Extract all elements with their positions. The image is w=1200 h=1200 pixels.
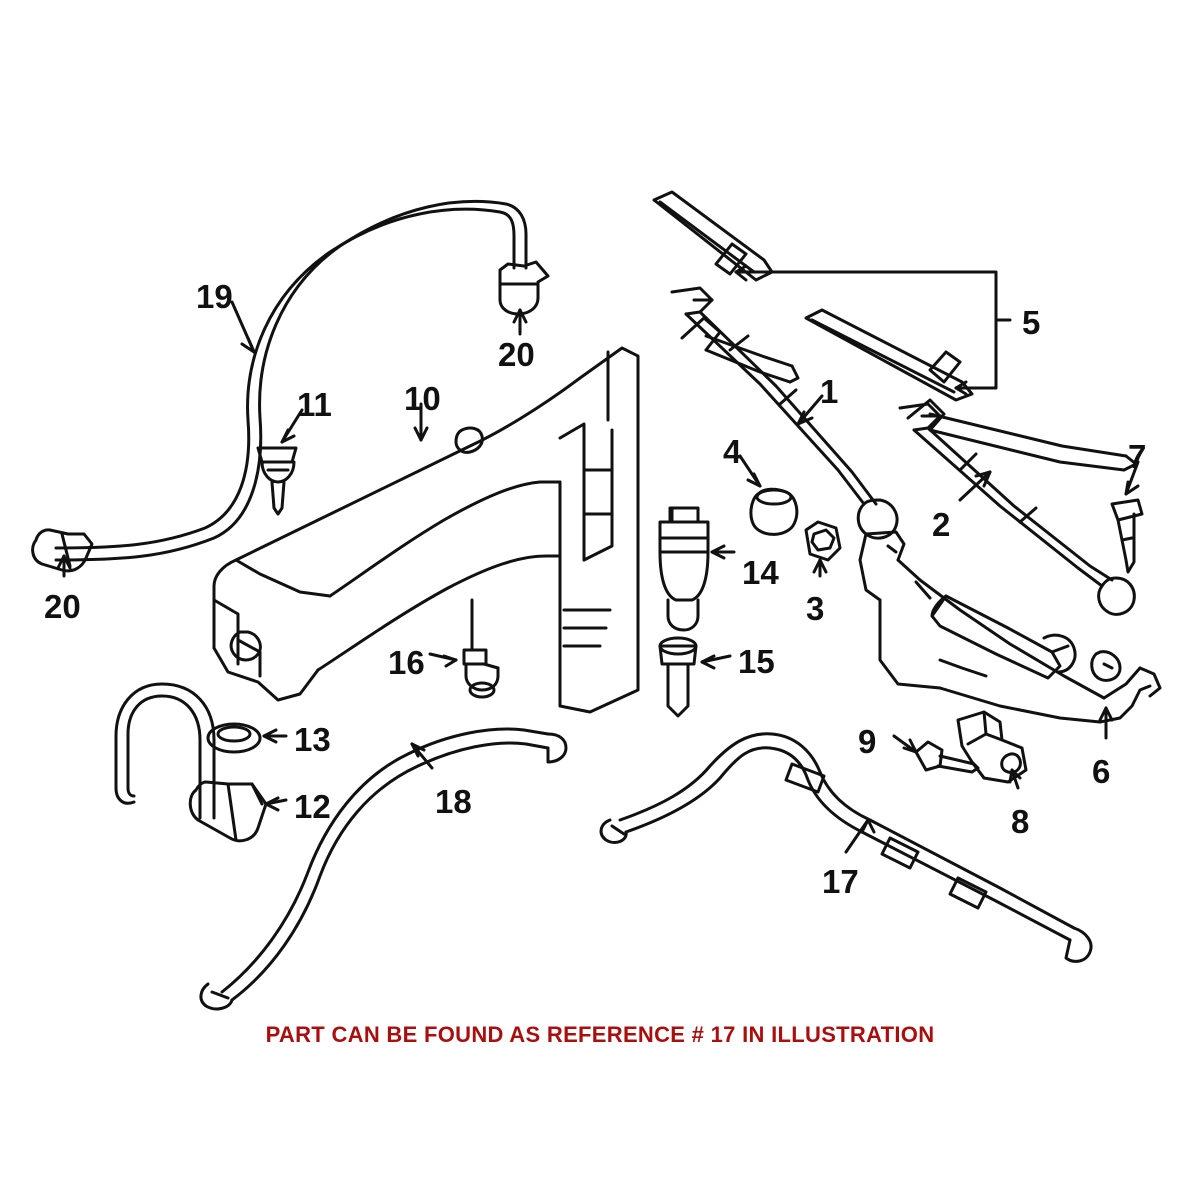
callout-label-2: 2 bbox=[932, 506, 951, 543]
callout-label-11: 11 bbox=[297, 386, 332, 423]
callout-label-16: 16 bbox=[388, 644, 425, 681]
callout-label-12: 12 bbox=[294, 788, 331, 825]
part-14-washer-pump bbox=[660, 508, 708, 630]
callout-label-20-top: 20 bbox=[498, 336, 535, 373]
part-6-wiper-linkage-motor bbox=[860, 532, 1160, 722]
callout-label-5: 5 bbox=[1022, 304, 1041, 341]
part-2-blade bbox=[908, 400, 1136, 470]
part-20-left-nozzle bbox=[33, 530, 92, 571]
part-7-screw bbox=[1112, 500, 1142, 572]
part-5-wiper-blade-upper bbox=[654, 192, 772, 280]
callout-label-10: 10 bbox=[404, 380, 441, 417]
callout-label-3: 3 bbox=[806, 590, 825, 627]
reference-note: PART CAN BE FOUND AS REFERENCE # 17 IN ILLUSTRATION bbox=[265, 1022, 935, 1047]
callout-5-bracket bbox=[736, 266, 1010, 394]
callout-label-19: 19 bbox=[196, 278, 233, 315]
part-19-washer-hose bbox=[56, 201, 526, 560]
part-13-grommet bbox=[208, 724, 260, 752]
callout-label-13: 13 bbox=[294, 721, 331, 758]
callout-label-8: 8 bbox=[1011, 803, 1030, 840]
part-18-washer-hose bbox=[201, 729, 566, 1009]
callout-label-9: 9 bbox=[858, 723, 877, 760]
part-1-wiper-arm-driver bbox=[672, 288, 897, 538]
part-12-hose-elbow bbox=[116, 684, 266, 841]
callout-label-1: 1 bbox=[820, 373, 839, 410]
part-11-screw bbox=[258, 448, 296, 514]
callout-label-17: 17 bbox=[822, 863, 859, 900]
part-3-nut bbox=[806, 522, 840, 560]
part-16-washer-nozzle bbox=[464, 600, 498, 697]
callout-label-4: 4 bbox=[723, 433, 742, 470]
part-15-bolt bbox=[660, 638, 696, 716]
callout-label-18: 18 bbox=[435, 783, 472, 820]
part-20-top-nozzle bbox=[500, 262, 548, 314]
callout-label-15: 15 bbox=[738, 643, 775, 680]
part-4-grommet bbox=[751, 489, 797, 534]
callout-label-20-left: 20 bbox=[44, 588, 81, 625]
callout-label-7: 7 bbox=[1128, 438, 1147, 475]
callout-label-6: 6 bbox=[1092, 753, 1111, 790]
callout-label-14: 14 bbox=[742, 554, 779, 591]
